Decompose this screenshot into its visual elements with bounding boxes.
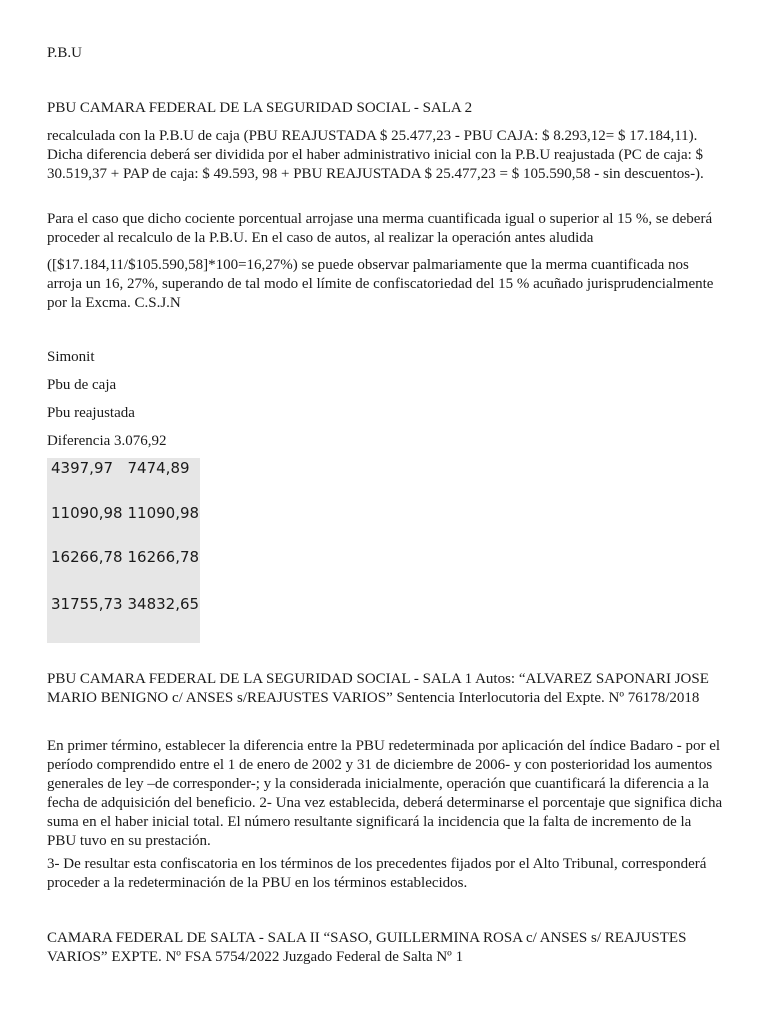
table-cell: 4397,97 xyxy=(51,459,114,477)
table-row xyxy=(47,503,200,547)
section-1-title: PBU CAMARA FEDERAL DE LA SEGURIDAD SOCIAL - SALA 2 xyxy=(47,100,473,116)
section-2-paragraph-1: En primer término, establecer la diferencia entre la PBU redeterminada por aplicación del índice Badaro - por el período comprendido entre el 1 de enero de 2002 y 31 de diciembre de 2006- y con posterioridad los aumentos generales de ley –de corresponder-; y la considerada inicialmente, operación que cuantificará la diferencia a la fecha de adquisición del beneficio. 2- Una vez establecida, deberá determinarse el porcentaje que significa dicha suma en el haber inicial total. El número resultante significará la incidencia que la falta de incremento de la PBU tuvo en su prestación. xyxy=(47,738,723,849)
section-1-paragraph-3: ([$17.184,11/$105.590,58]*100=16,27%) se puede observar palmariamente que la merma cuantificada nos arroja un 16, 27%, superando de tal modo el límite de confiscatoriedad del 15 % acuñado jurisprudencialmente por la Excma. C.S.J.N xyxy=(47,257,714,311)
table-cell: 31755,73 xyxy=(51,595,123,613)
doc-heading: P.B.U xyxy=(47,45,83,61)
section-2-paragraph-2: 3- De resultar esta confiscatoria en los términos de los precedentes fijados por el Alto Tribunal, corresponderá proceder a la redeterminación de la PBU en los términos establecidos. xyxy=(47,856,707,891)
section-2-title: PBU CAMARA FEDERAL DE LA SEGURIDAD SOCIAL - SALA 1 Autos: “ALVAREZ SAPONARI JOSE MARIO BENIGNO c/ ANSES s/REAJUSTES VARIOS” Sentencia Interlocutoria del Expte. Nº 76178/2018 xyxy=(47,671,709,706)
label-simonit: Simonit xyxy=(47,349,95,365)
table-cell: 11090,98 xyxy=(51,504,123,522)
section-3-title: CAMARA FEDERAL DE SALTA - SALA II “SASO, GUILLERMINA ROSA c/ ANSES s/ REAJUSTES VARIOS” EXPTE. Nº FSA 5754/2022 Juzgado Federal de Salta Nº 1 xyxy=(47,930,687,965)
section-1-paragraph-2: Para el caso que dicho cociente porcentual arrojase una merma cuantificada igual o superior al 15 %, se deberá proceder al recalculo de la P.B.U. En el caso de autos, al realizar la operación antes aludida xyxy=(47,211,713,246)
table-row xyxy=(47,547,200,594)
label-diferencia: Diferencia 3.076,92 xyxy=(47,433,167,449)
table-cell: 16266,78 xyxy=(127,548,200,566)
table-cell: 16266,78 xyxy=(51,548,123,566)
table-cell: 7474,89 xyxy=(127,459,190,477)
values-table xyxy=(47,458,200,643)
table-cell: 11090,98 xyxy=(127,504,200,522)
label-pbu-caja: Pbu de caja xyxy=(47,377,117,393)
table-row xyxy=(47,594,200,643)
table-row xyxy=(47,458,200,503)
label-pbu-reajustada: Pbu reajustada xyxy=(47,405,135,421)
table-cell: 34832,65 xyxy=(127,595,200,613)
section-1-paragraph-1: recalculada con la P.B.U de caja (PBU REAJUSTADA $ 25.477,23 - PBU CAJA: $ 8.293,12= $ 17.184,11). Dicha diferencia deberá ser dividida por el haber administrativo inicial con la P.B.U reajustada (PC de caja: $ 30.519,37 + PAP de caja: $ 49.593, 98 + PBU REAJUSTADA $ 25.477,23 = $ 105.590,58 - sin descuentos-). xyxy=(47,128,704,182)
